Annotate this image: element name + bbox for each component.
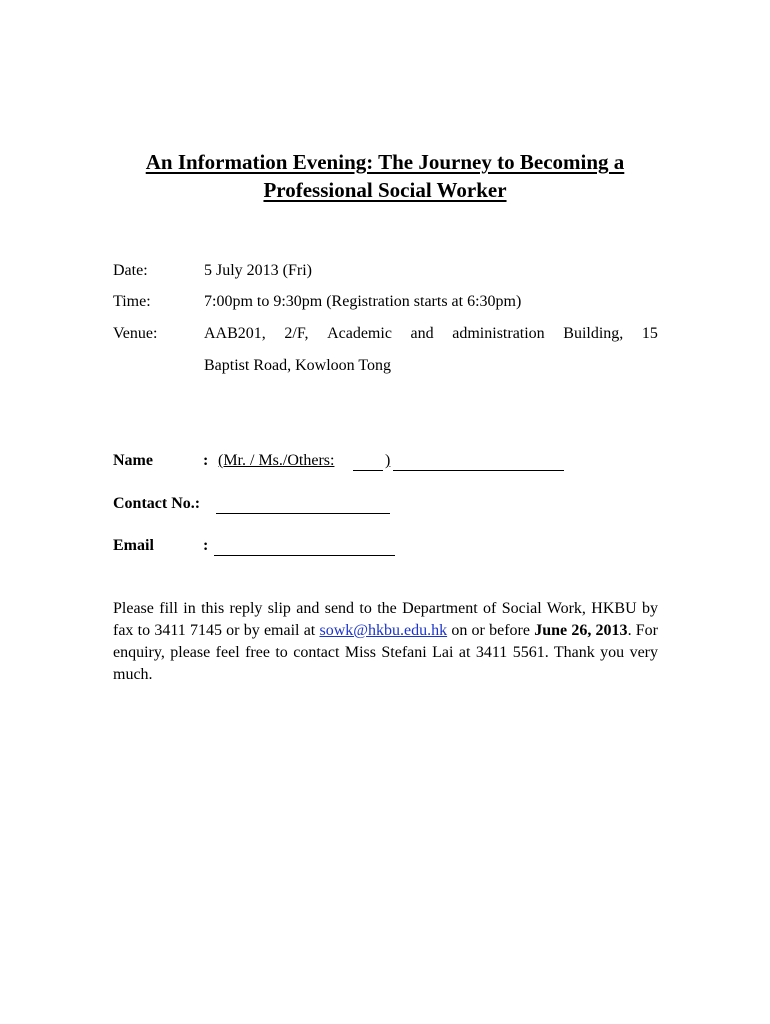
- title-line-1: An Information Evening: The Journey to Becoming a: [145, 150, 625, 174]
- instructions-text-3: . For enquiry, please feel free to contact Miss Stefani Lai at 3411 5561. Thank you very much.: [113, 622, 659, 683]
- date-label: Date:: [113, 262, 148, 279]
- name-label: Name: [113, 452, 153, 469]
- contact-row: [113, 493, 413, 517]
- date-value: 5 July 2013 (Fri): [204, 262, 312, 279]
- date-row: [113, 255, 658, 287]
- name-title-prefix: (Mr. / Ms./Others:: [218, 452, 335, 469]
- name-title-close: ): [385, 452, 391, 469]
- venue-line-1: [204, 318, 658, 350]
- contact-label: Contact No.:: [113, 495, 201, 512]
- venue-word: and: [410, 325, 434, 342]
- venue-word: Building,: [563, 325, 624, 342]
- time-label: Time:: [113, 293, 151, 310]
- instructions-text-2: on or before: [447, 622, 535, 639]
- venue-row: [113, 318, 658, 382]
- title-line-2: Professional Social Worker: [263, 178, 507, 202]
- venue-word: 15: [641, 325, 658, 342]
- email-link[interactable]: sowk@hkbu.edu.hk: [319, 622, 448, 639]
- page-title: [100, 148, 670, 204]
- venue-value: [204, 318, 658, 382]
- deadline-date: June 26, 2013: [534, 622, 628, 639]
- venue-word: 2/F,: [284, 325, 309, 342]
- email-row: [113, 535, 413, 559]
- title-blank-line[interactable]: [353, 450, 383, 471]
- name-row: [113, 450, 573, 474]
- venue-line-2: Baptist Road, Kowloon Tong: [204, 357, 392, 374]
- instructions-text-1: Please fill in this reply slip and send to the Department of Social Work, HKBU by fax to 3411 7145 or by email at: [113, 600, 658, 639]
- venue-word: Academic: [327, 325, 392, 342]
- venue-word: administration: [452, 325, 545, 342]
- time-row: [113, 286, 658, 318]
- email-label: Email: [113, 537, 154, 554]
- name-colon: :: [203, 452, 209, 469]
- email-colon: :: [203, 537, 209, 554]
- instructions-paragraph: [113, 598, 658, 686]
- contact-blank-line[interactable]: [216, 493, 390, 514]
- venue-label: Venue:: [113, 325, 158, 342]
- venue-word: AAB201,: [204, 325, 266, 342]
- email-blank-line[interactable]: [214, 535, 395, 556]
- time-value: 7:00pm to 9:30pm (Registration starts at 6:30pm): [204, 293, 522, 310]
- name-blank-line[interactable]: [393, 450, 564, 471]
